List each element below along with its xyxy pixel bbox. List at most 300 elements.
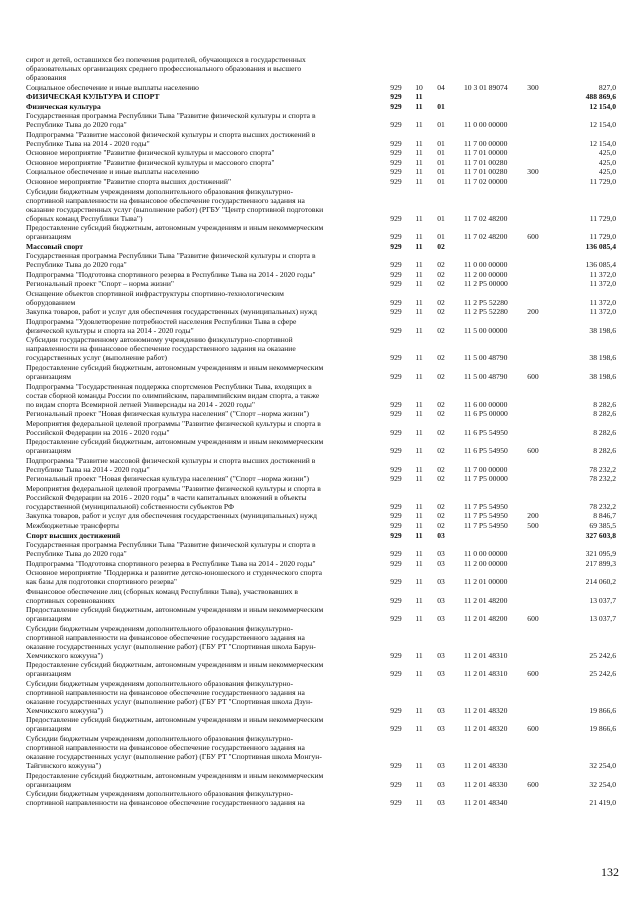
row-name-line: спортивной направленности на финансовое обеспечение государственного задания на bbox=[26, 195, 305, 205]
table-row bbox=[0, 130, 639, 148]
code-section: 11 bbox=[415, 297, 423, 307]
row-name-line: Региональный проект "Спорт – норма жизни" bbox=[26, 279, 175, 289]
row-name-line: Финансовое обеспечение лиц (сборных команд Республики Тыва), участвовавших в bbox=[26, 586, 298, 596]
amount: 8 282,6 bbox=[593, 399, 616, 409]
code-expense-type: 300 bbox=[527, 82, 539, 92]
code-admin: 929 bbox=[390, 724, 402, 734]
code-subsection: 03 bbox=[437, 705, 445, 715]
table-row bbox=[0, 382, 639, 409]
row-name bbox=[26, 419, 370, 437]
row-name-line: Региональный проект "Новая физическая культура населения" ("Спорт –норма жизни") bbox=[26, 409, 310, 419]
code-target: 11 7 02 00000 bbox=[464, 176, 508, 186]
code-expense-type: 600 bbox=[527, 614, 539, 624]
code-subsection: 02 bbox=[437, 372, 445, 381]
code-admin: 929 bbox=[390, 530, 402, 540]
code-target: 11 5 00 48790 bbox=[464, 372, 508, 381]
code-subsection: 04 bbox=[437, 82, 445, 92]
amount: 321 095,9 bbox=[585, 549, 616, 559]
code-admin: 929 bbox=[390, 650, 402, 660]
row-name-line: Республике Тыва до 2020 года" bbox=[26, 260, 127, 270]
amount: 38 198,6 bbox=[589, 353, 616, 363]
code-section: 11 bbox=[415, 761, 423, 770]
amount: 425,0 bbox=[598, 148, 616, 158]
code-subsection: 01 bbox=[437, 232, 445, 242]
row-name-line: организациям bbox=[26, 446, 72, 456]
code-section: 11 bbox=[415, 148, 423, 158]
row-name bbox=[26, 521, 370, 530]
code-subsection: 02 bbox=[437, 297, 445, 307]
row-name-line: Оснащение объектов спортивной инфраструктуры спортивно-технологическим bbox=[26, 288, 284, 298]
table-row bbox=[0, 187, 639, 223]
row-name bbox=[26, 307, 370, 316]
code-admin: 929 bbox=[390, 399, 402, 409]
code-subsection: 01 bbox=[437, 138, 445, 148]
amount: 8 846,7 bbox=[593, 511, 616, 521]
code-section: 11 bbox=[415, 427, 423, 437]
code-admin: 929 bbox=[390, 372, 402, 381]
amount: 11 372,0 bbox=[589, 297, 616, 307]
table-row bbox=[0, 270, 639, 279]
row-name-line: спортивных соревнованиях bbox=[26, 595, 115, 605]
amount: 217 899,3 bbox=[585, 558, 616, 568]
code-section: 11 bbox=[415, 549, 423, 559]
row-name bbox=[26, 317, 370, 335]
amount: 827,0 bbox=[598, 82, 616, 92]
row-name-line: организациям bbox=[26, 614, 72, 624]
row-name-line: сирот и детей, оставшихся без попечения родителей, обучающихся в государственных bbox=[26, 55, 306, 64]
amount: 13 037,7 bbox=[589, 614, 616, 624]
amount: 12 154,0 bbox=[589, 138, 616, 148]
row-name bbox=[26, 437, 370, 455]
row-name-line: спортивной направленности на финансовое обеспечение государственного задания на bbox=[26, 632, 305, 642]
row-name bbox=[26, 335, 370, 362]
code-section: 11 bbox=[415, 399, 423, 409]
code-section: 11 bbox=[415, 705, 423, 715]
amount: 214 060,2 bbox=[585, 577, 616, 587]
row-name-line: Предоставление субсидий бюджетным, автономным учреждениям и иным некоммерческим bbox=[26, 223, 324, 233]
code-section: 11 bbox=[415, 669, 423, 679]
code-section: 11 bbox=[415, 372, 423, 381]
code-admin: 929 bbox=[390, 92, 402, 102]
amount: 11 372,0 bbox=[589, 279, 616, 289]
row-name-line: Подпрограмма "Развитие массовой физической культуры и спорта высших достижений в bbox=[26, 129, 316, 139]
row-name bbox=[26, 484, 370, 511]
code-subsection: 01 bbox=[437, 120, 445, 130]
amount: 19 866,6 bbox=[589, 724, 616, 734]
code-section: 11 bbox=[415, 241, 423, 251]
table-row bbox=[0, 484, 639, 511]
code-target: 11 2 00 00000 bbox=[464, 558, 508, 568]
table-row bbox=[0, 540, 639, 558]
code-subsection: 02 bbox=[437, 409, 445, 419]
code-admin: 929 bbox=[390, 520, 402, 530]
table-row bbox=[0, 363, 639, 381]
code-target: 11 0 00 00000 bbox=[464, 260, 508, 270]
row-name-line: Субсидии бюджетным учреждениям дополнительного образования физкультурно- bbox=[26, 734, 293, 743]
table-row bbox=[0, 531, 639, 540]
amount: 11 729,0 bbox=[589, 213, 616, 223]
table-row bbox=[0, 111, 639, 129]
code-expense-type: 600 bbox=[527, 372, 539, 381]
row-name bbox=[26, 148, 370, 157]
code-section: 11 bbox=[415, 464, 423, 474]
row-name-line: образовательных организациях среднего профессионального образования и высшего bbox=[26, 64, 302, 73]
row-name-line: Государственная программа Республики Тыва "Развитие физической культуры и спорта в bbox=[26, 251, 316, 261]
row-name bbox=[26, 167, 370, 176]
code-section: 11 bbox=[415, 353, 423, 363]
table-row bbox=[0, 279, 639, 288]
code-section: 11 bbox=[415, 614, 423, 624]
row-name bbox=[26, 279, 370, 288]
row-name-line: оказание государственных услуг (выполнение работ) (ГБУ РТ "Спортивная школа Монгун- bbox=[26, 752, 322, 761]
code-admin: 929 bbox=[390, 558, 402, 568]
row-name-line: Основное мероприятие "Поддержка и развитие детско-юношеского и студенческого спорта bbox=[26, 568, 322, 578]
code-target: 11 6 P5 00000 bbox=[464, 409, 508, 419]
code-target: 11 6 P5 54950 bbox=[464, 427, 508, 437]
code-admin: 929 bbox=[390, 511, 402, 521]
code-section: 11 bbox=[415, 279, 423, 289]
row-name-line: государственных услуг (выполнение работ) bbox=[26, 353, 167, 363]
code-target: 11 2 01 48310 bbox=[464, 669, 508, 679]
code-subsection: 02 bbox=[437, 353, 445, 363]
table-row bbox=[0, 734, 639, 770]
row-name-line: спортивной направленности на финансовое обеспечение государственного задания на bbox=[26, 798, 305, 808]
row-name bbox=[26, 540, 370, 558]
code-expense-type: 600 bbox=[527, 669, 539, 679]
code-target: 11 5 00 00000 bbox=[464, 325, 508, 335]
row-name-line: Закупка товаров, работ и услуг для обеспечения государственных (муниципальных) нужд bbox=[26, 511, 317, 521]
amount: 8 282,6 bbox=[593, 427, 616, 437]
table-row bbox=[0, 307, 639, 316]
table-row bbox=[0, 559, 639, 568]
row-name-line: Подпрограмма "Подготовка спортивного резерва в Республике Тыва на 2014 - 2020 годы" bbox=[26, 269, 316, 279]
row-name bbox=[26, 158, 370, 167]
code-section: 11 bbox=[415, 269, 423, 279]
row-name bbox=[26, 83, 370, 92]
amount: 425,0 bbox=[598, 167, 616, 177]
code-section: 11 bbox=[415, 558, 423, 568]
row-name bbox=[26, 251, 370, 269]
code-subsection: 03 bbox=[437, 558, 445, 568]
amount: 13 037,7 bbox=[589, 595, 616, 605]
code-section: 11 bbox=[415, 409, 423, 419]
table-row bbox=[0, 437, 639, 455]
code-expense-type: 300 bbox=[527, 167, 539, 177]
row-name-line: Подпрограмма "Государственная поддержка спортсменов Республики Тыва, входящих в bbox=[26, 381, 312, 391]
row-name-line: организациям bbox=[26, 372, 72, 381]
code-subsection: 02 bbox=[437, 241, 445, 251]
code-admin: 929 bbox=[390, 761, 402, 770]
amount: 11 372,0 bbox=[589, 269, 616, 279]
code-subsection: 03 bbox=[437, 530, 445, 540]
code-target: 11 7 01 00280 bbox=[464, 157, 508, 167]
code-subsection: 01 bbox=[437, 101, 445, 111]
code-section: 11 bbox=[415, 92, 423, 102]
row-name-line: состав сборной команды России по олимпийским, паралимпийским видам спорта, а также bbox=[26, 390, 320, 400]
code-target: 11 2 00 00000 bbox=[464, 269, 508, 279]
code-admin: 929 bbox=[390, 409, 402, 419]
row-name-line: Предоставление субсидий бюджетным, автономным учреждениям и иным некоммерческим bbox=[26, 437, 324, 447]
amount: 78 232,2 bbox=[589, 501, 616, 511]
code-section: 11 bbox=[415, 213, 423, 223]
code-section: 11 bbox=[415, 501, 423, 511]
row-name-line: Предоставление субсидий бюджетным, автономным учреждениям и иным некоммерческим bbox=[26, 715, 324, 725]
amount: 11 372,0 bbox=[589, 307, 616, 317]
row-name bbox=[26, 270, 370, 279]
code-subsection: 03 bbox=[437, 650, 445, 660]
row-name-line: Хемчикского кожууна") bbox=[26, 650, 103, 660]
row-name bbox=[26, 177, 370, 186]
row-name bbox=[26, 511, 370, 520]
row-name-line: Российской Федерации на 2016 - 2020 годы" bbox=[26, 427, 170, 437]
code-subsection: 02 bbox=[437, 520, 445, 530]
code-section: 11 bbox=[415, 157, 423, 167]
code-subsection: 02 bbox=[437, 269, 445, 279]
table-row bbox=[0, 624, 639, 660]
code-subsection: 03 bbox=[437, 798, 445, 808]
code-expense-type: 600 bbox=[527, 446, 539, 456]
amount: 32 254,0 bbox=[589, 779, 616, 789]
code-expense-type: 600 bbox=[527, 724, 539, 734]
code-target: 11 7 02 48200 bbox=[464, 213, 508, 223]
row-name-line: Подпрограмма "Подготовка спортивного резерва в Республике Тыва на 2014 - 2020 годы" bbox=[26, 558, 316, 568]
code-subsection: 02 bbox=[437, 399, 445, 409]
table-row bbox=[0, 55, 639, 82]
code-section: 11 bbox=[415, 724, 423, 734]
row-name-line: Основное мероприятие "Развитие физической культуры и массового спорта" bbox=[26, 148, 275, 158]
amount: 25 242,6 bbox=[589, 669, 616, 679]
code-section: 11 bbox=[415, 446, 423, 456]
code-subsection: 03 bbox=[437, 761, 445, 770]
code-admin: 929 bbox=[390, 325, 402, 335]
page-number: 132 bbox=[601, 865, 619, 879]
amount: 8 282,6 bbox=[593, 446, 616, 456]
code-target: 11 2 P5 52280 bbox=[464, 297, 508, 307]
row-name-line: Предоставление субсидий бюджетным, автономным учреждениям и иным некоммерческим bbox=[26, 363, 324, 372]
code-target: 11 2 01 48320 bbox=[464, 705, 508, 715]
row-name bbox=[26, 409, 370, 418]
code-subsection: 03 bbox=[437, 595, 445, 605]
code-subsection: 02 bbox=[437, 474, 445, 484]
row-name-line: Предоставление субсидий бюджетным, автономным учреждениям и иным некоммерческим bbox=[26, 605, 324, 615]
row-name bbox=[26, 130, 370, 148]
row-name-line: оказание государственных услуг (выполнение работ) (ГБУ РТ "Спортивная школа Дзун- bbox=[26, 696, 313, 706]
table-row bbox=[0, 456, 639, 474]
amount: 8 282,6 bbox=[593, 409, 616, 419]
code-target: 11 5 00 48790 bbox=[464, 353, 508, 363]
code-section: 11 bbox=[415, 232, 423, 242]
table-row bbox=[0, 251, 639, 269]
row-name-line: Массовый спорт bbox=[26, 241, 84, 251]
row-name-line: Физическая культура bbox=[26, 101, 101, 111]
row-name bbox=[26, 289, 370, 307]
code-target: 11 0 00 00000 bbox=[464, 549, 508, 559]
row-name bbox=[26, 568, 370, 586]
row-name bbox=[26, 771, 370, 789]
code-admin: 929 bbox=[390, 577, 402, 587]
code-subsection: 03 bbox=[437, 779, 445, 789]
row-name-line: как базы для подготовки спортивного резерва" bbox=[26, 577, 177, 587]
code-target: 11 2 01 48310 bbox=[464, 650, 508, 660]
code-subsection: 03 bbox=[437, 724, 445, 734]
amount: 12 154,0 bbox=[589, 101, 616, 111]
code-section: 11 bbox=[415, 511, 423, 521]
row-name bbox=[26, 789, 370, 807]
code-admin: 929 bbox=[390, 232, 402, 242]
table-row bbox=[0, 335, 639, 362]
row-name-line: Государственная программа Республики Тыва "Развитие физической культуры и спорта в bbox=[26, 540, 316, 550]
code-admin: 929 bbox=[390, 798, 402, 808]
amount: 11 729,0 bbox=[589, 232, 616, 242]
amount: 136 085,4 bbox=[585, 241, 616, 251]
row-name bbox=[26, 55, 370, 82]
code-subsection: 03 bbox=[437, 614, 445, 624]
row-name-line: оказание государственных услуг (выполнение работ) (ГБУ РТ "Спортивная школа Барун- bbox=[26, 641, 316, 651]
code-target: 11 7 00 00000 bbox=[464, 138, 508, 148]
code-admin: 929 bbox=[390, 120, 402, 130]
code-section: 10 bbox=[415, 82, 423, 92]
code-admin: 929 bbox=[390, 260, 402, 270]
row-name-line: физической культуры и спорта на 2014 - 2020 годы" bbox=[26, 325, 194, 335]
code-subsection: 02 bbox=[437, 446, 445, 456]
row-name bbox=[26, 223, 370, 241]
amount: 488 869,6 bbox=[585, 92, 616, 102]
row-name bbox=[26, 587, 370, 605]
table-row bbox=[0, 679, 639, 715]
code-section: 11 bbox=[415, 120, 423, 130]
code-admin: 929 bbox=[390, 307, 402, 317]
row-name-line: Мероприятия федеральной целевой программы "Развитие физической культуры и спорта в bbox=[26, 483, 321, 493]
code-admin: 929 bbox=[390, 167, 402, 177]
table-row bbox=[0, 409, 639, 418]
code-section: 11 bbox=[415, 138, 423, 148]
row-name-line: организациям bbox=[26, 724, 72, 734]
code-subsection: 03 bbox=[437, 549, 445, 559]
row-name-line: государственной (муниципальной) собственности субъектов РФ bbox=[26, 501, 235, 511]
amount: 21 419,0 bbox=[589, 798, 616, 808]
code-section: 11 bbox=[415, 577, 423, 587]
row-name bbox=[26, 559, 370, 568]
row-name-line: Российской Федерации на 2016 - 2020 годы" в части капитальных вложений в объекты bbox=[26, 492, 307, 502]
code-subsection: 02 bbox=[437, 325, 445, 335]
table-row bbox=[0, 587, 639, 605]
row-name-line: Подпрограмма "Удовлетворение потребностей населения Республики Тыва в сфере bbox=[26, 316, 297, 326]
row-name-line: Хемчикского кожууна") bbox=[26, 705, 103, 715]
row-name bbox=[26, 363, 370, 381]
code-target: 11 2 01 00000 bbox=[464, 577, 508, 587]
row-name-line: образования bbox=[26, 73, 67, 82]
amount: 38 198,6 bbox=[589, 325, 616, 335]
table-row bbox=[0, 771, 639, 789]
code-target: 11 2 01 48200 bbox=[464, 614, 508, 624]
row-name bbox=[26, 660, 370, 678]
code-admin: 929 bbox=[390, 779, 402, 789]
amount: 425,0 bbox=[598, 157, 616, 167]
row-name-line: ФИЗИЧЕСКАЯ КУЛЬТУРА И СПОРТ bbox=[26, 92, 160, 102]
row-name-line: Основное мероприятие "Развитие физической культуры и массового спорта" bbox=[26, 157, 275, 167]
code-target: 11 7 01 00280 bbox=[464, 167, 508, 177]
amount: 11 729,0 bbox=[589, 176, 616, 186]
code-admin: 929 bbox=[390, 101, 402, 111]
row-name-line: оборудованием bbox=[26, 297, 76, 307]
code-target: 11 2 01 48340 bbox=[464, 798, 508, 808]
code-target: 11 7 01 00000 bbox=[464, 148, 508, 158]
code-admin: 929 bbox=[390, 148, 402, 158]
code-target: 11 6 00 00000 bbox=[464, 399, 508, 409]
table-row bbox=[0, 148, 639, 157]
table-row bbox=[0, 223, 639, 241]
code-admin: 929 bbox=[390, 213, 402, 223]
code-section: 11 bbox=[415, 650, 423, 660]
code-admin: 929 bbox=[390, 705, 402, 715]
code-admin: 929 bbox=[390, 176, 402, 186]
code-target: 11 2 01 48320 bbox=[464, 724, 508, 734]
code-subsection: 02 bbox=[437, 511, 445, 521]
code-target: 11 7 P5 54950 bbox=[464, 501, 508, 511]
code-target: 10 3 01 89074 bbox=[464, 82, 508, 92]
row-name-line: Подпрограмма "Развитие массовой физической культуры и спорта высших достижений в bbox=[26, 455, 316, 465]
row-name bbox=[26, 187, 370, 223]
code-admin: 929 bbox=[390, 427, 402, 437]
row-name bbox=[26, 242, 370, 251]
code-admin: 929 bbox=[390, 82, 402, 92]
code-subsection: 01 bbox=[437, 148, 445, 158]
row-name-line: спортивной направленности на финансовое обеспечение государственного задания на bbox=[26, 687, 305, 697]
amount: 12 154,0 bbox=[589, 120, 616, 130]
amount: 136 085,4 bbox=[585, 260, 616, 270]
amount: 78 232,2 bbox=[589, 464, 616, 474]
table-row bbox=[0, 789, 639, 807]
amount: 32 254,0 bbox=[589, 761, 616, 770]
code-section: 11 bbox=[415, 530, 423, 540]
code-subsection: 01 bbox=[437, 176, 445, 186]
code-target: 11 6 P5 54950 bbox=[464, 446, 508, 456]
code-expense-type: 600 bbox=[527, 779, 539, 789]
code-subsection: 03 bbox=[437, 577, 445, 587]
code-subsection: 01 bbox=[437, 213, 445, 223]
row-name bbox=[26, 715, 370, 733]
code-section: 11 bbox=[415, 307, 423, 317]
code-section: 11 bbox=[415, 260, 423, 270]
code-target: 11 7 P5 54950 bbox=[464, 520, 508, 530]
row-name-line: Республике Тыва до 2020 года" bbox=[26, 120, 127, 130]
code-admin: 929 bbox=[390, 297, 402, 307]
code-target: 11 2 01 48330 bbox=[464, 761, 508, 770]
code-subsection: 02 bbox=[437, 427, 445, 437]
table-row bbox=[0, 317, 639, 335]
code-section: 11 bbox=[415, 798, 423, 808]
row-name bbox=[26, 624, 370, 660]
code-target: 11 2 01 48330 bbox=[464, 779, 508, 789]
row-name-line: Основное мероприятие "Развитие спорта высших достижений" bbox=[26, 176, 232, 186]
code-admin: 929 bbox=[390, 138, 402, 148]
table-row bbox=[0, 521, 639, 530]
code-subsection: 02 bbox=[437, 279, 445, 289]
row-name-line: Предоставление субсидий бюджетным, автономным учреждениям и иным некоммерческим bbox=[26, 770, 324, 780]
row-name bbox=[26, 474, 370, 483]
code-target: 11 7 P5 00000 bbox=[464, 474, 508, 484]
code-subsection: 02 bbox=[437, 307, 445, 317]
row-name bbox=[26, 382, 370, 409]
code-admin: 929 bbox=[390, 595, 402, 605]
row-name-line: Межбюджетные трансферты bbox=[26, 520, 119, 530]
code-target: 11 2 P5 52280 bbox=[464, 307, 508, 317]
row-name-line: организациям bbox=[26, 779, 72, 789]
row-name-line: Субсидии бюджетным учреждениям дополнительного образования физкультурно- bbox=[26, 186, 293, 196]
row-name-line: организациям bbox=[26, 232, 72, 242]
amount: 78 232,2 bbox=[589, 474, 616, 484]
row-name-line: Предоставление субсидий бюджетным, автономным учреждениям и иным некоммерческим bbox=[26, 660, 324, 670]
